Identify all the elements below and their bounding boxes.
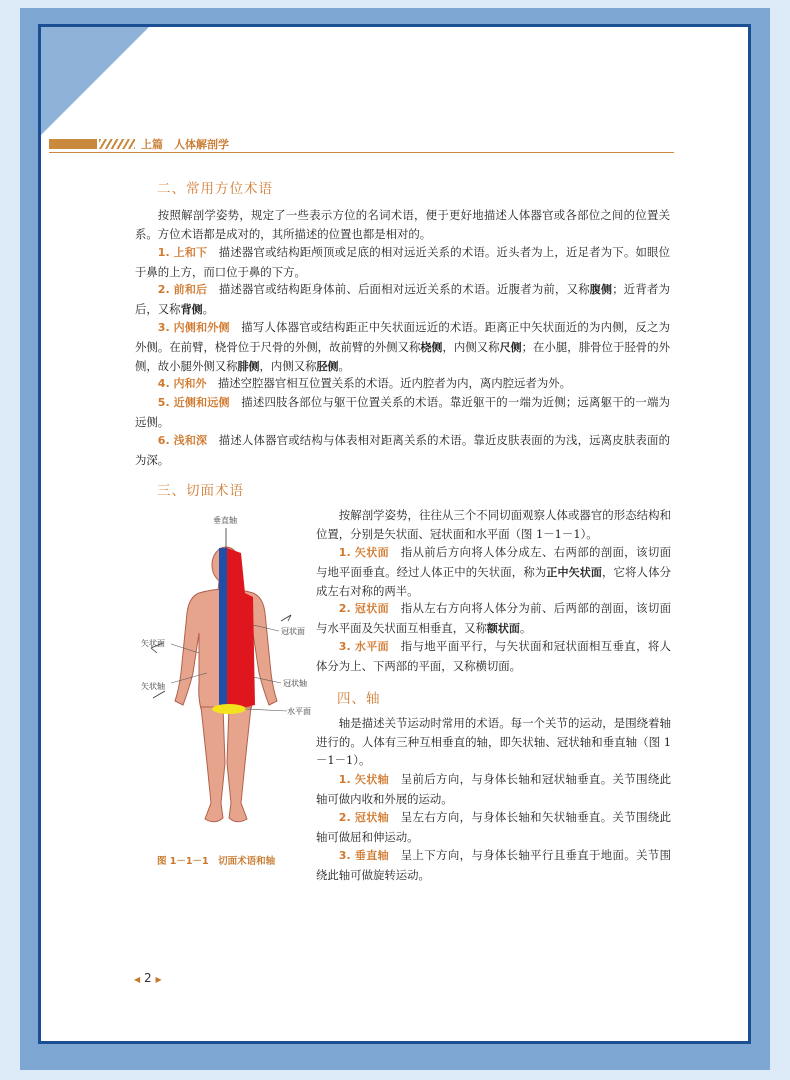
- page-corner-fold: [41, 27, 149, 135]
- sec2-item-1: [135, 243, 670, 281]
- header-rule: [49, 152, 674, 153]
- horizontal-plane-shape: [212, 704, 246, 714]
- sec2-item-3-text-c: ；在小腿，腓骨位于胫骨的外侧，故小腿外侧又称: [135, 339, 671, 374]
- sec3-item-2-term: 2. 冠状面: [338, 602, 389, 615]
- label-sagittal-axis: 矢状轴: [141, 682, 165, 691]
- sec3-item-1-text-b: ，它将人体分成左右对称的两半。: [316, 564, 671, 599]
- sec3-item-3-text: 指与地平面平行，与矢状面和冠状面相互垂直，将人体分为上、下两部的平面，又称横切面。: [316, 639, 671, 673]
- sec2-item-2-bold-a: 腹侧: [589, 283, 613, 296]
- sec4-item-1-term: 1. 矢状轴: [338, 773, 389, 786]
- sec3-item-3: [316, 637, 671, 675]
- sec2-item-1-term: 1. 上和下: [157, 246, 208, 259]
- sagittal-plane-shape: [219, 548, 227, 711]
- sec2-item-5-term: 5. 近侧和远侧: [157, 396, 230, 409]
- label-horizontal-plane: 水平面: [287, 707, 311, 716]
- sec2-item-3-bold-a: 桡侧: [420, 340, 443, 354]
- label-vertical-axis: 垂直轴: [213, 516, 237, 525]
- sec2-item-2-text-b: ；近背者为后，又称: [135, 282, 670, 316]
- header-bar: [49, 139, 97, 149]
- section-4-intro: 轴是描述关节运动时常用的术语。每一个关节的运动，是围绕着轴进行的。人体有三种互相垂直的轴，即矢状轴、冠状轴和垂直轴（图 1－1－1）。: [316, 716, 671, 768]
- label-sagittal-plane: 矢状面: [141, 639, 165, 648]
- sec2-item-5-text: 描述四肢各部位与躯干位置关系的术语。靠近躯干的一端为近侧；远离躯干的一端为远侧。: [135, 395, 670, 429]
- arrow-coronal-right: [281, 615, 291, 621]
- page-number-value: 2: [143, 971, 152, 985]
- sec2-item-2-bold-b: 背侧: [180, 302, 203, 316]
- header-stripes: [99, 139, 135, 149]
- leader-horizontal-plane: [245, 709, 287, 711]
- sec4-item-3: [316, 846, 671, 884]
- right-triangle-icon: ▶: [155, 975, 162, 984]
- figure-caption: 图 1－1－1 切面术语和轴: [157, 856, 276, 867]
- sec2-item-3-text-e: 。: [338, 359, 350, 374]
- section-3-intro: 按解剖学姿势，往往从三个不同切面观察人体或器官的形态结构和位置，分别是矢状面、冠状面和水平面（图 1－1－1）。: [316, 508, 671, 541]
- sec3-item-1-bold-a: 正中矢状面: [546, 565, 602, 579]
- sec3-item-2-text-a: 指从左右方向将人体分为前、后两部的剖面，该切面与水平面及矢状面互相垂直，又称: [316, 601, 671, 635]
- sec2-item-6-term: 6. 浅和深: [157, 434, 208, 447]
- section-3-title: 三、切面术语: [157, 483, 244, 499]
- label-coronal-plane: 冠状面: [281, 627, 305, 636]
- anatomy-figure: [141, 513, 316, 838]
- sec3-item-1: [316, 543, 671, 601]
- sec2-item-4: [135, 374, 670, 394]
- sec2-item-1-text: 描述器官或结构距颅顶或足底的相对远近关系的术语。近头者为上，近足者为下。如眼位于鼻的上方，而口位于鼻的下方。: [135, 245, 670, 279]
- running-header: [49, 137, 674, 153]
- sec4-item-3-text: 呈上下方向，与身体长轴平行且垂直于地面。关节围绕此轴可做旋转运动。: [316, 848, 671, 882]
- sec2-item-3-term: 3. 内侧和外侧: [157, 321, 230, 334]
- section-2-title: 二、常用方位术语: [157, 181, 273, 197]
- sec2-item-2-text-c: 。: [202, 301, 214, 316]
- sec4-item-3-term: 3. 垂直轴: [338, 849, 389, 862]
- sec3-item-1-term: 1. 矢状面: [338, 546, 389, 559]
- sec4-item-2-term: 2. 冠状轴: [338, 811, 389, 824]
- sec3-item-2: [316, 599, 671, 638]
- sec4-item-2: [316, 808, 671, 846]
- sec2-item-6-text: 描述人体器官或结构与体表相对距离关系的术语。靠近皮肤表面的为浅，远离皮肤表面的为深。: [135, 433, 670, 467]
- book-page: [38, 24, 751, 1044]
- sec4-item-1: [316, 770, 671, 808]
- sec2-item-2: [135, 280, 670, 319]
- sec2-item-3: [135, 318, 670, 377]
- sec2-item-6: [135, 431, 670, 469]
- sec2-item-3-bold-c: 腓侧: [237, 360, 260, 374]
- sec2-item-5: [135, 393, 670, 431]
- header-section-title: 上篇 人体解剖学: [141, 138, 229, 151]
- coronal-plane-shape: [227, 548, 255, 711]
- sec2-item-2-term: 2. 前和后: [157, 283, 208, 296]
- arrow-sagittal-axis: [153, 691, 165, 698]
- label-coronal-axis: 冠状轴: [283, 679, 307, 688]
- sec2-item-3-text-d: ，内侧又称: [259, 359, 317, 374]
- section-4-title: 四、轴: [337, 691, 381, 707]
- sec2-item-3-bold-d: 胫侧: [316, 360, 339, 374]
- sec2-item-2-text-a: 描述器官或结构距身体前、后面相对远近关系的术语。近腹者为前，又称: [218, 282, 590, 296]
- sec3-item-1-text-a: 指从前后方向将人体分成左、右两部的剖面，该切面与地平面垂直。经过人体正中的矢状面，称为: [316, 545, 671, 579]
- sec4-item-2-text: 呈左右方向，与身体长轴和矢状轴垂直。关节围绕此轴可做屈和伸运动。: [316, 810, 671, 844]
- section-2-intro: 按照解剖学姿势，规定了一些表示方位的名词术语，便于更好地描述人体器官或各部位之间的位置关系。方位术语都是成对的，其所描述的位置也都是相对的。: [135, 208, 670, 241]
- sec3-item-2-bold-a: 额状面: [486, 621, 520, 635]
- sec2-item-4-text: 描述空腔器官相互位置关系的术语。近内腔者为内，离内腔远者为外。: [217, 376, 571, 390]
- left-triangle-icon: ◀: [134, 975, 141, 984]
- sec3-item-2-text-b: 。: [519, 620, 532, 635]
- sec3-item-3-term: 3. 水平面: [338, 640, 389, 653]
- sec2-item-4-term: 4. 内和外: [157, 377, 207, 390]
- page-number: [134, 971, 162, 985]
- sec2-item-3-text-a: 描写人体器官或结构距正中矢状面远近的术语。距离正中矢状面近的为内侧，反之为外侧。在前臂，桡骨位于尺骨的外侧，故前臂的外侧又称: [135, 320, 670, 354]
- sec2-item-3-bold-b: 尺侧: [499, 340, 522, 354]
- sec4-item-1-text: 呈前后方向，与身体长轴和冠状轴垂直。关节围绕此轴可做内收和外展的运动。: [316, 772, 671, 806]
- sec2-item-3-text-b: ，内侧又称: [442, 339, 500, 354]
